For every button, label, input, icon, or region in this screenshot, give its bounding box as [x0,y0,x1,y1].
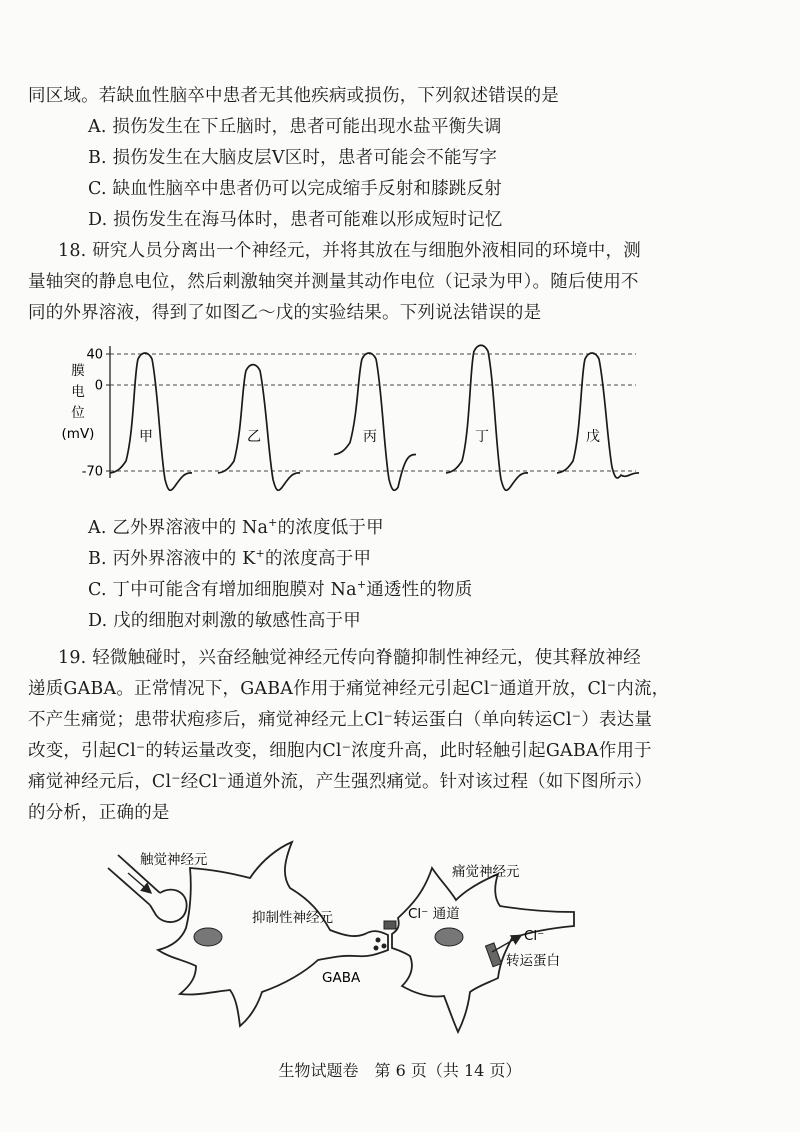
y-tick-label: 40 [86,347,103,363]
series-label: 戊 [586,429,600,445]
chart-guides [110,354,636,471]
series-label: 丙 [363,429,377,445]
action-potential-chart [56,338,656,508]
q18-option-c [88,578,472,602]
cl-channel-shape [384,921,396,929]
q19-stem-line-4: 改变，引起Cl⁻的转运量改变，细胞内Cl⁻浓度升高，此时轻触引起GABA作用于 [28,741,652,761]
gaba-label: GABA [322,970,361,986]
y-axis-label: 位 [71,405,85,421]
q18-option-b-tail: 的浓度高于甲 [264,549,372,569]
cl-channel-label: Cl⁻ 通道 [408,906,460,922]
q17-option-b: B. 损伤发生在大脑皮层Ⅴ区时，患者可能会不能写字 [88,148,498,168]
q18-option-a [88,516,384,540]
q18-option-a-text: A. 乙外界溶液中的 Na [88,518,269,538]
inhibitory-neuron-label: 抑制性神经元 [252,910,333,926]
pain-nucleus [435,928,463,946]
page-footer: 生物试题卷 第 6 页（共 14 页） [278,1061,522,1080]
q18-option-d: D. 戊的细胞对刺激的敏感性高于甲 [88,611,361,631]
q18-stem-line-2: 量轴突的静息电位，然后刺激轴突并测量其动作电位（记录为甲）。随后使用不 [28,272,639,292]
pain-neuron-label: 痛觉神经元 [452,864,520,880]
touch-neuron-label: 触觉神经元 [140,852,208,868]
chart-axis [106,346,110,478]
neuron-diagram [0,830,800,1045]
y-axis-label: 电 [71,384,85,400]
q18-stem-line-1: 18. 研究人员分离出一个神经元，并将其放在与细胞外液相同的环境中，测 [58,241,641,261]
action-potential-curve [334,353,416,490]
q18-option-c-sup: + [356,578,367,592]
y-axis-label: 膜 [71,363,85,379]
q18-option-c-text: C. 丁中可能含有增加细胞膜对 Na [88,580,357,600]
cl-ion-label: Cl⁻ [524,928,545,944]
inhibitory-neuron [158,842,388,1026]
q18-option-b [88,547,371,571]
chart-curves [110,345,639,490]
series-label: 丁 [475,429,489,445]
q18-option-b-text: B. 丙外界溶液中的 K [88,549,256,569]
q17-option-a: A. 损伤发生在下丘脑时，患者可能出现水盐平衡失调 [88,117,502,137]
q17-option-c: C. 缺血性脑卒中患者仍可以完成缩手反射和膝跳反射 [88,179,502,199]
q17-stem: 同区域。若缺血性脑卒中患者无其他疾病或损伤，下列叙述错误的是 [28,86,559,106]
inhibitory-nucleus [194,928,222,946]
q19-stem-line-1: 19. 轻微触碰时，兴奋经触觉神经元传向脊髓抑制性神经元，使其释放神经 [58,648,641,668]
y-tick-label: 0 [94,378,103,394]
action-potential-curve [110,353,192,490]
q18-stem-line-3: 同的外界溶液，得到了如图乙～戊的实验结果。下列说法错误的是 [28,303,542,323]
series-label: 乙 [247,429,261,445]
q18-option-c-tail: 通透性的物质 [366,580,473,600]
q19-stem-line-3: 不产生痛觉；患带状疱疹后，痛觉神经元上Cl⁻转运蛋白（单向转运Cl⁻）表达量 [28,710,653,730]
q18-option-a-tail: 的浓度低于甲 [277,518,384,538]
q19-stem-line-6: 的分析，正确的是 [28,803,170,823]
transporter-label: 转运蛋白 [506,953,560,969]
y-tick-label: -70 [81,464,103,480]
q17-option-d: D. 损伤发生在海马体时，患者可能难以形成短时记忆 [88,210,503,230]
y-axis-label: (mV) [61,426,95,442]
chart-labels [62,348,600,480]
q18-option-b-sup: + [255,547,265,561]
action-potential-curve [446,345,528,490]
q18-option-a-sup: + [268,516,278,530]
series-label: 甲 [139,429,153,445]
pain-neuron [384,868,574,1032]
action-potential-curve [557,353,639,478]
q19-stem-line-5: 痛觉神经元后，Cl⁻经Cl⁻通道外流，产生强烈痛觉。针对该过程（如下图所示） [28,772,653,792]
q19-stem-line-2: 递质GABA。正常情况下，GABA作用于痛觉神经元引起Cl⁻通道开放，Cl⁻内流， [28,679,670,699]
